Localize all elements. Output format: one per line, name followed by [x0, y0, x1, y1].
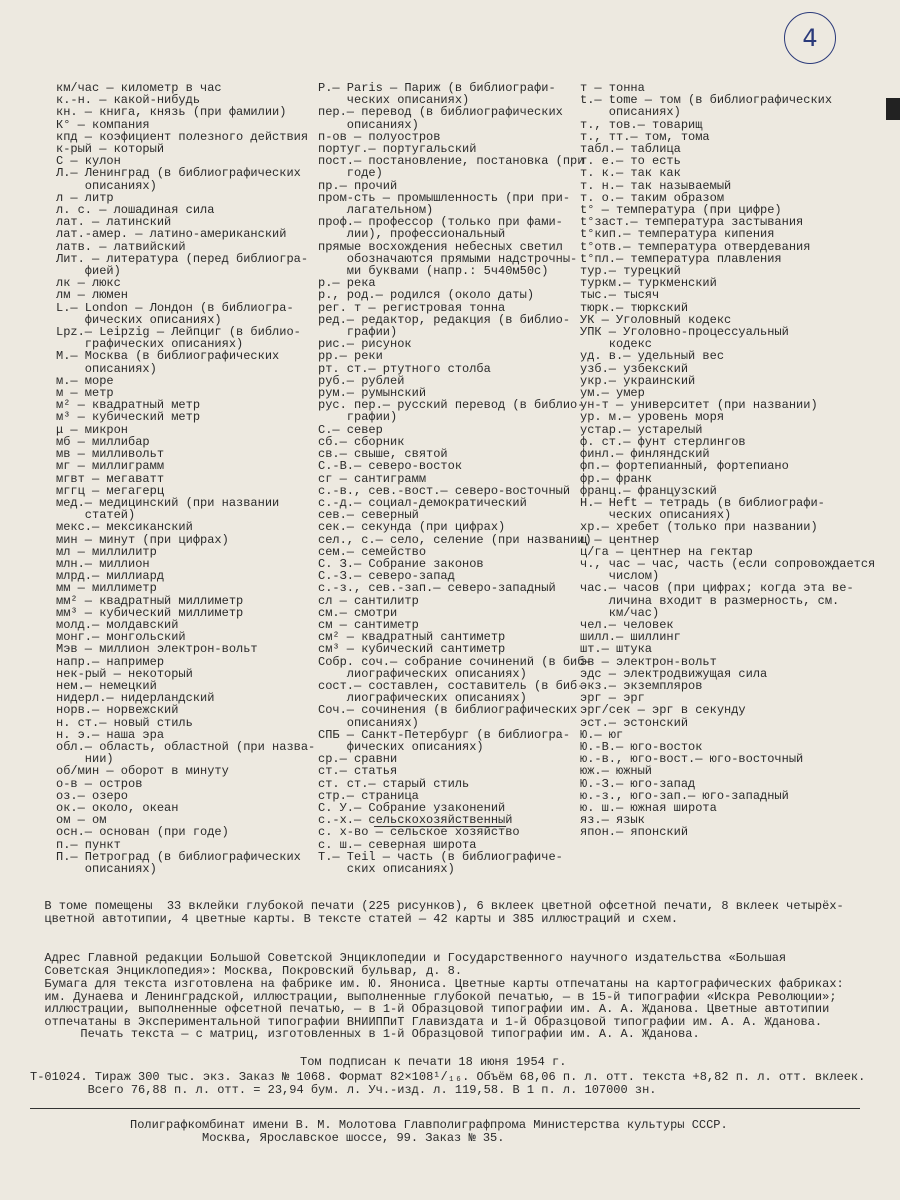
abbreviation-entry: финл.— финляндский [580, 447, 710, 462]
abbreviation-entry: франц.— французский [580, 483, 717, 498]
abbreviation-entry: Л.— Ленинград (в библиографических описаниях) [56, 166, 301, 193]
abbreviation-entry: Собр. соч.— собрание сочинений (в биб- лиографических описаниях) [318, 654, 592, 681]
abbreviation-entry: УК — Уголовный кодекс [580, 312, 732, 327]
abbreviation-entry: лат.-амер. — латино-американский [56, 227, 287, 242]
abbreviation-entry: португ.— португальский [318, 142, 477, 157]
abbreviation-entry: пост.— постановление, постановка (при годе) [318, 154, 585, 181]
abbreviation-entry: ст. ст.— старый стиль [318, 776, 470, 791]
abbreviation-entry: рег. т — регистровая тонна [318, 300, 506, 315]
abbreviation-entry: рум.— румынский [318, 386, 427, 401]
abbreviation-entry: К° — компания [56, 117, 150, 132]
abbreviation-entry: л. с. — лошадиная сила [56, 203, 215, 218]
abbreviation-entry: Лит. — литература (перед библиогра- фией) [56, 251, 309, 279]
abbreviation-entry: мб — миллибар [56, 434, 150, 449]
abbreviation-entry: узб.— узбекский [580, 361, 689, 376]
abbreviation-entry: норв.— норвежский [56, 703, 179, 718]
abbreviation-entry: ч., час — час, часть (если сопровождается числом) [580, 556, 876, 584]
abbreviation-entry: мм² — квадратный миллиметр [56, 593, 244, 608]
abbreviation-entry: т., тов.— товарищ [580, 117, 703, 132]
abbreviation-entry: ю.-з., юго-зап.— юго-западный [580, 788, 789, 803]
abbreviation-entry: мед.— медицинский (при названии статей) [56, 495, 280, 523]
abbreviation-entry: укр.— украинский [580, 373, 696, 388]
abbreviation-entry: рр.— реки [318, 349, 383, 364]
abbreviation-entry: табл.— таблица [580, 142, 681, 157]
abbreviation-entry: туркм.— туркменский [580, 276, 717, 291]
abbreviation-entry: м.— море [56, 373, 114, 388]
abbreviation-entry: см — сантиметр [318, 617, 419, 632]
abbreviation-entry: с. х-во — сельское хозяйство [318, 825, 520, 840]
abbreviation-entry: мв — милливольт [56, 447, 165, 462]
abbreviation-entry: хр.— хребет (только при названии) [580, 520, 818, 535]
abbreviation-entry: р., род.— родился (около даты) [318, 288, 535, 303]
abbreviation-entry: t.— tome — том (в библиографических описаниях) [580, 93, 833, 120]
abbreviation-entry: монг.— монгольский [56, 630, 186, 645]
abbreviation-entry: нидерл.— нидерландский [56, 691, 215, 706]
abbreviation-entry: Мэв — миллион электрон-вольт [56, 642, 258, 657]
abbreviation-column-1 [56, 82, 315, 875]
abbreviation-entry: тыс.— тысяч [580, 288, 660, 303]
abbreviation-entry: С.-В.— северо-восток [318, 459, 463, 474]
abbreviation-entry: рис.— рисунок [318, 337, 412, 352]
abbreviation-entry: СПБ — Санкт-Петербург (в библиогра- фических описаниях) [318, 727, 571, 754]
imprint-divider [30, 1108, 860, 1109]
abbreviation-entry: устар.— устарелый [580, 422, 703, 437]
abbreviation-entry: св.— свыше, святой [318, 447, 448, 462]
abbreviation-entry: уд. в.— удельный вес [580, 349, 725, 364]
abbreviation-entry: μ — микрон [56, 422, 129, 437]
abbreviation-entry: П.— Петроград (в библиографических описаниях) [56, 849, 301, 876]
abbreviation-entry: с.-в., сев.-вост.— северо-восточный [318, 483, 571, 498]
abbreviation-entry: час.— часов (при цифрах; когда эта ве- личина входит в размерность, см. км/час) [580, 581, 854, 620]
abbreviation-entry: мггц — мегагерц [56, 483, 165, 498]
abbreviation-entry: L.— London — Лондон (в библиогра- фических описаниях) [56, 300, 294, 327]
abbreviation-entry: км/час — километр в час [56, 81, 222, 95]
abbreviation-entry: см² — квадратный сантиметр [318, 630, 506, 645]
abbreviation-entry: с.-х.— сельскохозяйственный [318, 813, 513, 828]
abbreviation-entry: млн.— миллион [56, 556, 150, 571]
page-edge-mark [886, 98, 900, 120]
abbreviation-entry: пер.— перевод (в библиографических описаниях) [318, 105, 563, 132]
abbreviation-entry: обл.— область, областной (при назва- нии) [56, 739, 316, 767]
abbreviation-entry: мл — миллилитр [56, 544, 157, 559]
abbreviation-entry: напр.— например [56, 654, 165, 669]
print-run-data: Т-01024. Тираж 300 тыс. экз. Заказ № 1068. Формат 82×108¹/₁₆. Объём 68,06 п. л. отт. текста +8,82 п. л. отт. вклеек. Всего 76,88 п. л. отт. = 23,94 бум. л. Уч.-изд. л. 119,58. В 1 п. л. 107000 зн. [30, 1070, 866, 1097]
abbreviation-entry: экз.— экземпляров [580, 678, 703, 693]
abbreviation-entry: эст.— эстонский [580, 715, 689, 730]
abbreviation-entry: t°отв.— температура отвердевания [580, 239, 811, 254]
editorial-address: Адрес Главной редакции Большой Советской Энциклопедии и Государственного научного издательства «Большая Советская Энциклопедия»: Москва, Покровский бульвар, д. 8. [44, 951, 787, 978]
abbreviation-entry: с. ш.— северная широта [318, 837, 477, 852]
abbreviation-entry: Н.— Heft — тетрадь (в библиографи- ческих описаниях) [580, 495, 825, 523]
abbreviation-entry: молд.— молдавский [56, 617, 179, 632]
abbreviation-entry: эрг/сек — эрг в секунду [580, 703, 746, 718]
abbreviation-entry: т — тонна [580, 81, 645, 95]
abbreviation-entry: т. к.— так как [580, 166, 681, 181]
abbreviation-entry: юж.— южный [580, 764, 653, 779]
abbreviation-entry: осн.— основан (при годе) [56, 825, 229, 840]
signed-for-print: Том подписан к печати 18 июня 1954 г. [300, 1055, 567, 1069]
abbreviation-entry: с.-з., сев.-зап.— северо-западный [318, 581, 556, 596]
abbreviation-entry: ю. ш.— южная широта [580, 800, 717, 815]
abbreviation-entry: сг — сантиграмм [318, 471, 427, 486]
abbreviation-entry: пр.— прочий [318, 178, 398, 193]
abbreviation-entry: t° — температура (при цифре) [580, 203, 782, 218]
abbreviation-entry: t°пл.— температура плавления [580, 251, 782, 266]
abbreviation-entry: t°заст.— температура застывания [580, 215, 804, 230]
abbreviation-entry: чел.— человек [580, 617, 674, 632]
abbreviation-entry: С. З.— Собрание законов [318, 556, 484, 571]
abbreviation-entry: шт.— штука [580, 642, 653, 657]
abbreviation-entry: м³ — кубический метр [56, 410, 201, 425]
abbreviation-entry: Т.— Teil — часть (в библиографиче- ских описаниях) [318, 849, 563, 876]
abbreviation-entry: ум.— умер [580, 386, 645, 401]
abbreviation-entry: шилл.— шиллинг [580, 630, 681, 645]
abbreviation-entry: ун-т — университет (при названии) [580, 398, 818, 413]
abbreviation-entry: к-рый — который [56, 142, 165, 157]
abbreviation-entry: с.-д.— социал-демократический [318, 495, 527, 510]
abbreviation-entry: фп.— фортепианный, фортепиано [580, 459, 789, 474]
abbreviation-entry: Ю.-В.— юго-восток [580, 739, 703, 754]
abbreviation-entry: т. н.— так называемый [580, 178, 732, 193]
abbreviation-entry: тюрк.— тюркский [580, 300, 689, 315]
abbreviation-entry: Ю.-З.— юго-запад [580, 776, 696, 791]
abbreviation-entry: м — метр [56, 386, 114, 401]
abbreviation-entry: ок.— около, океан [56, 800, 179, 815]
abbreviation-entry: ф. ст.— фунт стерлингов [580, 434, 746, 449]
abbreviation-entry: лк — люкс [56, 276, 121, 291]
abbreviation-entry: кпд — коэфициент полезного действия [56, 129, 309, 144]
abbreviation-entry: прямые восхождения небесных светил обозначаются прямыми надстрочны- ми буквами (напр.: 5ч40м50с) [318, 239, 578, 279]
abbreviation-entry: Ю.— юг [580, 727, 624, 742]
abbreviation-entry: лат. — латинский [56, 215, 172, 230]
abbreviation-entry: сл — сантилитр [318, 593, 419, 608]
abbreviation-entry: Соч.— сочинения (в библиографических описаниях) [318, 703, 578, 730]
abbreviation-entry: рус. пер.— русский перевод (в библио- графии) [318, 398, 585, 425]
abbreviation-entry: сем.— семейство [318, 544, 427, 559]
abbreviation-entry: мекс.— мексиканский [56, 520, 193, 535]
abbreviation-entry: нек-рый — некоторый [56, 666, 193, 681]
abbreviation-entry: ю.-в., юго-вост.— юго-восточный [580, 752, 804, 767]
abbreviation-entry: проф.— профессор (только при фами- лии), профессиональный [318, 215, 563, 242]
abbreviation-entry: ур. м.— уровень моря [580, 410, 725, 425]
abbreviation-entry: Р.— Paris — Париж (в библиографи- ческих описаниях) [318, 81, 556, 108]
abbreviation-entry: мм³ — кубический миллиметр [56, 605, 244, 620]
abbreviation-entry: яз.— язык [580, 813, 645, 828]
abbreviation-entry: мгвт — мегаватт [56, 471, 165, 486]
abbreviation-entry: оз.— озеро [56, 788, 129, 803]
abbreviation-entry: ср.— сравни [318, 752, 398, 767]
abbreviation-entry: сев.— северный [318, 508, 419, 523]
abbreviation-entry: Lpz.— Leipzig — Лейпциг (в библио- графических описаниях) [56, 325, 301, 352]
abbreviation-entry: эдс — электродвижущая сила [580, 666, 768, 681]
abbreviation-entry: С.— север [318, 422, 383, 437]
abbreviation-entry: сб.— сборник [318, 434, 405, 449]
abbreviation-entry: сост.— составлен, составитель (в биб- лиографических описаниях) [318, 678, 585, 706]
abbreviation-entry: т. о.— таким образом [580, 190, 725, 205]
contents-note: В томе помещены 33 вклейки глубокой печати (225 рисунков), 6 вклеек цветной офсетной печати, 8 вклеек четырёх- цветной автотипии, 4 цветные карты. В тексте статей — 42 карты и 385 иллюстраций и схем. [44, 899, 844, 926]
abbreviation-entry: см.— смотри [318, 605, 398, 620]
abbreviation-entry: ст.— статья [318, 764, 398, 779]
abbreviation-entry: м² — квадратный метр [56, 398, 201, 413]
abbreviation-entry: ред.— редактор, редакция (в библио- графии) [318, 312, 571, 340]
abbreviation-entry: латв. — латвийский [56, 239, 186, 254]
abbreviation-entry: стр.— страница [318, 788, 419, 803]
abbreviation-entry: п.— пункт [56, 837, 121, 852]
abbreviation-entry: н. э.— наша эра [56, 727, 165, 742]
abbreviation-entry: УПК — Уголовно-процессуальный кодекс [580, 325, 789, 352]
paper-and-printing-note: Бумага для текста изготовлена на фабрике им. Ю. Янониса. Цветные карты отпечатаны на картографических фабриках: им. Дунаева и Ленинградской, иллюстрации, выполненные глубокой печатью, — в 15-й типографии «Искра Революции»; иллюстрации, выполненные офсетной печатью, — в 1-й Образцовой типографии им. А. А. Жданова. Цветные автотипии отпечатаны в Экспериментальной типографии ВНИИППиТ Главиздата и 1-й Образцовой типографии им. А. А. Жданова. Печать текста — с матриц, изготовленных в 1-й Образцовой типографии им. А. А. Жданова. [44, 977, 844, 1041]
abbreviation-entry: тур.— турецкий [580, 264, 681, 279]
abbreviation-entry: М.— Москва (в библиографических описаниях) [56, 349, 280, 376]
abbreviation-entry: ц/га — центнер на гектар [580, 544, 753, 559]
abbreviation-entry: сел., с.— село, селение (при названии) [318, 532, 592, 547]
abbreviation-entry: С. У.— Собрание узаконений [318, 800, 506, 815]
abbreviation-column-2 [318, 82, 592, 875]
abbreviation-entry: эрг — эрг [580, 691, 645, 706]
abbreviation-entry: см³ — кубический сантиметр [318, 642, 506, 657]
abbreviation-entry: нем.— немецкий [56, 678, 157, 693]
abbreviation-entry: об/мин — оборот в минуту [56, 764, 229, 779]
abbreviation-entry: рт. ст.— ртутного столба [318, 361, 491, 376]
abbreviation-entry: руб.— рублей [318, 373, 405, 388]
abbreviation-entry: мм — миллиметр [56, 581, 157, 596]
abbreviation-entry: мг — миллиграмм [56, 459, 165, 474]
section-divider [374, 826, 506, 827]
abbreviation-entry: кн. — книга, князь (при фамилии) [56, 105, 287, 120]
abbreviation-entry: л — литр [56, 190, 114, 205]
abbreviation-entry: п-ов — полуостров [318, 129, 441, 144]
abbreviation-entry: н. ст.— новый стиль [56, 715, 193, 730]
abbreviation-entry: t°кип.— температура кипения [580, 227, 775, 242]
abbreviation-entry: С — кулон [56, 154, 121, 169]
abbreviation-entry: япон.— японский [580, 825, 689, 840]
abbreviation-entry: р.— река [318, 276, 376, 291]
abbreviation-column-3 [580, 82, 875, 839]
abbreviation-entry: к.-н. — какой-нибудь [56, 93, 201, 108]
printing-house: Полиграфкомбинат имени В. М. Молотова Главполиграфпрома Министерства культуры СССР. Москва, Ярославское шоссе, 99. Заказ № 35. [130, 1118, 728, 1145]
abbreviation-entry: о-в — остров [56, 776, 143, 791]
abbreviation-entry: млрд.— миллиард [56, 569, 165, 584]
abbreviation-entry: ом — ом [56, 813, 107, 828]
abbreviation-entry: т. е.— то есть [580, 154, 681, 169]
abbreviation-entry: мин — минут (при цифрах) [56, 532, 229, 547]
abbreviation-entry: сек.— секунда (при цифрах) [318, 520, 506, 535]
abbreviation-entry: эв — электрон-вольт [580, 654, 717, 669]
abbreviation-entry: лм — люмен [56, 288, 129, 303]
page-number: 4 [784, 12, 836, 64]
abbreviation-entry: т., тт.— том, тома [580, 129, 710, 144]
abbreviation-entry: пром-сть — промышленность (при при- лагательном) [318, 190, 571, 218]
abbreviation-entry: фр.— франк [580, 471, 653, 486]
abbreviation-entry: С.-З.— северо-запад [318, 569, 455, 584]
abbreviation-entry: ц — центнер [580, 532, 660, 547]
